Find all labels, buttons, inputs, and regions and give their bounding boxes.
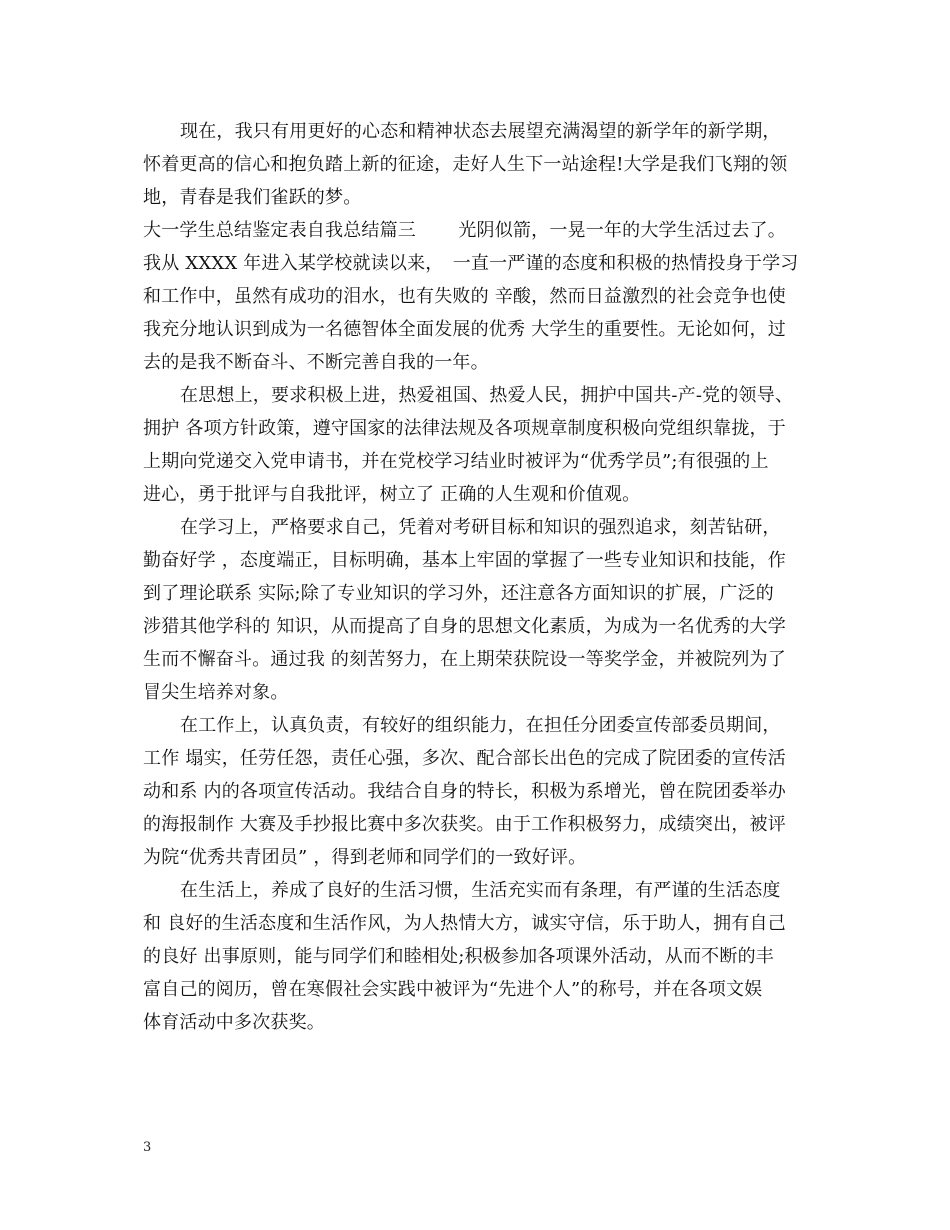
text-line: 在思想上，要求积极上进，热爱祖国、热爱人民，拥护中国共-产-党的领导、 xyxy=(180,385,794,406)
text-line: 的海报制作 大赛及手抄报比赛中多次获奖。由于工作积极努力，成绩突出，被评 xyxy=(143,814,786,835)
text-line: 冒尖生培养对象。 xyxy=(143,682,289,703)
text-line: 到了理论联系 实际;除了专业知识的学习外，还注意各方面知识的扩展，广泛的 xyxy=(143,583,774,604)
text-line: 为院“优秀共青团员” ，得到老师和同学们的一致好评。 xyxy=(143,847,587,868)
text-line: 工作 塌实，任劳任怨，责任心强，多次、配合部长出色的完成了院团委的宣传活 xyxy=(143,748,786,769)
page-number: 3 xyxy=(143,1140,152,1155)
text-line: 去的是我不断奋斗、不断完善自我的一年。 xyxy=(143,352,489,373)
text-line: 和 良好的生活态度和生活作风，为人热情大方，诚实守信，乐于助人，拥有自己 xyxy=(143,913,786,934)
text-line: 勤奋好学 ，态度端正，目标明确，基本上牢固的掌握了一些专业知识和技能，作 xyxy=(143,550,786,571)
text-line: 现在，我只有用更好的心态和精神状态去展望充满渴望的新学年的新学期， xyxy=(180,121,781,142)
text-line: 和工作中，虽然有成功的泪水，也有失败的 辛酸，然而日益激烈的社会竞争也使 xyxy=(143,286,786,307)
text-line: 怀着更高的信心和抱负踏上新的征途，走好人生下一站途程!大学是我们飞翔的领 xyxy=(143,154,788,175)
section-heading-line: 大一学生总结鉴定表自我总结篇三 光阴似箭，一晃一年的大学生活过去了。 xyxy=(143,220,786,241)
text-line: 拥护 各项方针政策，遵守国家的法律法规及各项规章制度积极向党组织靠拢，于 xyxy=(143,418,786,439)
text-line: 地，青春是我们雀跃的梦。 xyxy=(143,187,362,208)
text-line: 在学习上，严格要求自己，凭着对考研目标和知识的强烈追求，刻苦钻研， xyxy=(180,517,781,538)
text-line: 涉猎其他学科的 知识，从而提高了自身的思想文化素质，为成为一名优秀的大学 xyxy=(143,616,786,637)
text-line: 生而不懈奋斗。通过我 的刻苦努力，在上期荣获院设一等奖学金，并被院列为了 xyxy=(143,649,786,670)
text-line: 富自己的阅历，曾在寒假社会实践中被评为“先进个人”的称号，并在各项文娱 xyxy=(143,979,763,1000)
text-line: 在生活上，养成了良好的生活习惯，生活充实而有条理，有严谨的生活态度 xyxy=(180,880,781,901)
text-line: 我从 XXXX 年进入某学校就读以来， 一直一严谨的态度和积极的热情投身于学习 xyxy=(143,253,799,274)
text-line: 的良好 出事原则，能与同学们和睦相处;积极参加各项课外活动，从而不断的丰 xyxy=(143,946,774,967)
text-line: 体育活动中多次获奖。 xyxy=(143,1012,325,1033)
text-line: 我充分地认识到成为一名德智体全面发展的优秀 大学生的重要性。无论如何，过 xyxy=(143,319,786,340)
text-line: 进心，勇于批评与自我批评，树立了 正确的人生观和价值观。 xyxy=(143,484,641,505)
text-line: 动和系 内的各项宣传活动。我结合自身的特长，积极为系增光，曾在院团委举办 xyxy=(143,781,786,802)
text-line: 在工作上，认真负责，有较好的组织能力，在担任分团委宣传部委员期间， xyxy=(180,715,781,736)
text-line: 上期向党递交入党申请书，并在党校学习结业时被评为“优秀学员”;有很强的上 xyxy=(143,451,769,472)
